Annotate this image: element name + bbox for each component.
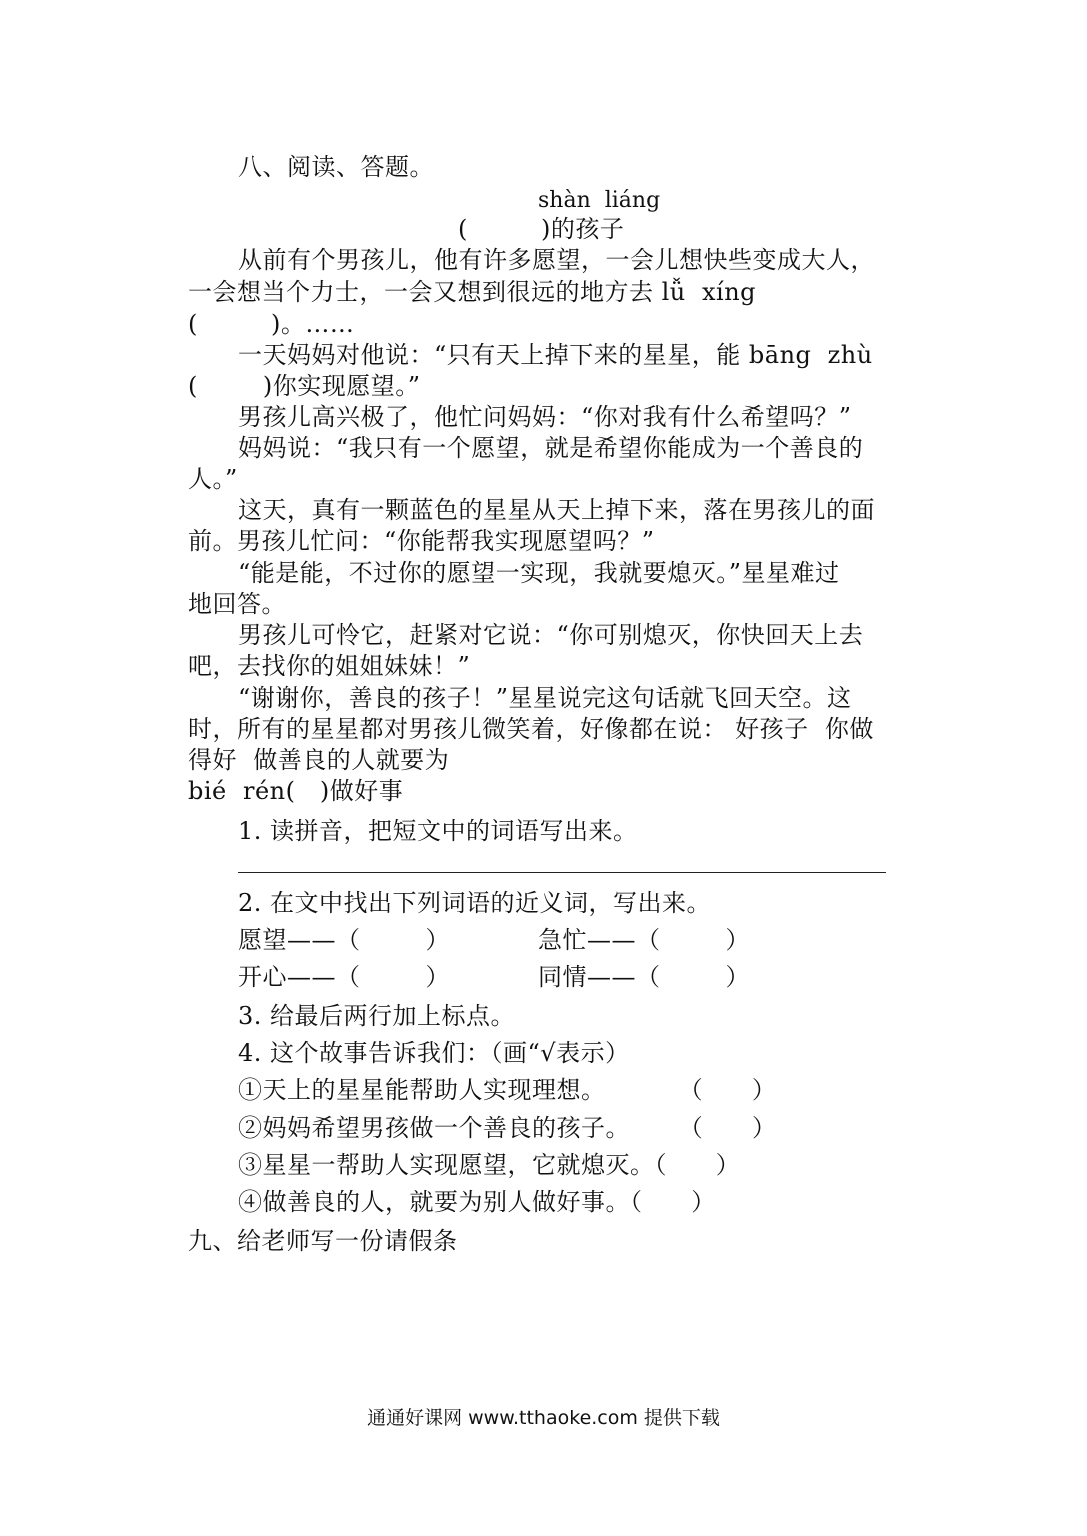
story-line: 得好 做善良的人就要为 (188, 746, 450, 774)
question-3: 3. 给最后两行加上标点。 (238, 1002, 516, 1030)
synonym-item: 同情——（ ） (538, 963, 751, 991)
story-line: 一会想当个力士，一会又想到很远的地方去 lǚ xíng (188, 278, 757, 306)
question-4: 4. 这个故事告诉我们：（画“√表示） (238, 1039, 630, 1067)
story-line: 男孩儿高兴极了，他忙问妈妈：“你对我有什么希望吗？” (238, 403, 852, 431)
story-line: 人。” (188, 465, 238, 493)
question-1: 1. 读拼音，把短文中的词语写出来。 (238, 817, 638, 845)
question-4-option: ④做善良的人，就要为别人做好事。（ ） (238, 1188, 716, 1216)
story-line: 地回答。 (188, 590, 286, 618)
story-line: 一天妈妈对他说：“只有天上掉下来的星星，能 bāng zhù (238, 341, 873, 369)
synonym-item: 急忙——（ ） (538, 926, 751, 954)
title-pinyin: shàn liáng (538, 188, 661, 213)
question-4-option: ②妈妈希望男孩做一个善良的孩子。 （ ） (238, 1114, 777, 1142)
story-line: 从前有个男孩儿，他有许多愿望，一会儿想快些变成大人， (238, 246, 875, 274)
section-9-heading: 九、给老师写一份请假条 (188, 1227, 458, 1255)
story-line: 前。男孩儿忙问：“你能帮我实现愿望吗？” (188, 527, 655, 555)
question-4-option: ①天上的星星能帮助人实现理想。 （ ） (238, 1076, 777, 1104)
question-4-option: ③星星一帮助人实现愿望，它就熄灭。（ ） (238, 1151, 741, 1179)
story-title: ( )的孩子 (458, 215, 625, 243)
story-line: 妈妈说：“我只有一个愿望，就是希望你能成为一个善良的 (238, 434, 864, 462)
story-line: bié rén( )做好事 (188, 777, 404, 805)
answer-blank-line[interactable] (238, 872, 886, 873)
question-2: 2. 在文中找出下列词语的近义词，写出来。 (238, 889, 712, 917)
page-footer: 通通好课网 www.tthaoke.com 提供下载 (367, 1407, 720, 1429)
story-line: ( )你实现愿望。” (188, 372, 421, 400)
synonym-item: 开心——（ ） (238, 963, 451, 991)
story-line: ( )。…… (188, 310, 355, 338)
story-line: 这天，真有一颗蓝色的星星从天上掉下来，落在男孩儿的面 (238, 496, 875, 524)
story-line: 时，所有的星星都对男孩儿微笑着，好像都在说： 好孩子 你做 (188, 715, 874, 743)
section-8-heading: 八、阅读、答题。 (238, 153, 434, 181)
story-line: 吧，去找你的姐姐妹妹！” (188, 652, 471, 680)
story-line: “能是能，不过你的愿望一实现，我就要熄灭。”星星难过 (238, 559, 840, 587)
synonym-item: 愿望——（ ） (238, 926, 451, 954)
story-line: “谢谢你，善良的孩子！”星星说完这句话就飞回天空。这 (238, 684, 852, 712)
story-line: 男孩儿可怜它，赶紧对它说：“你可别熄灭，你快回天上去 (238, 621, 864, 649)
